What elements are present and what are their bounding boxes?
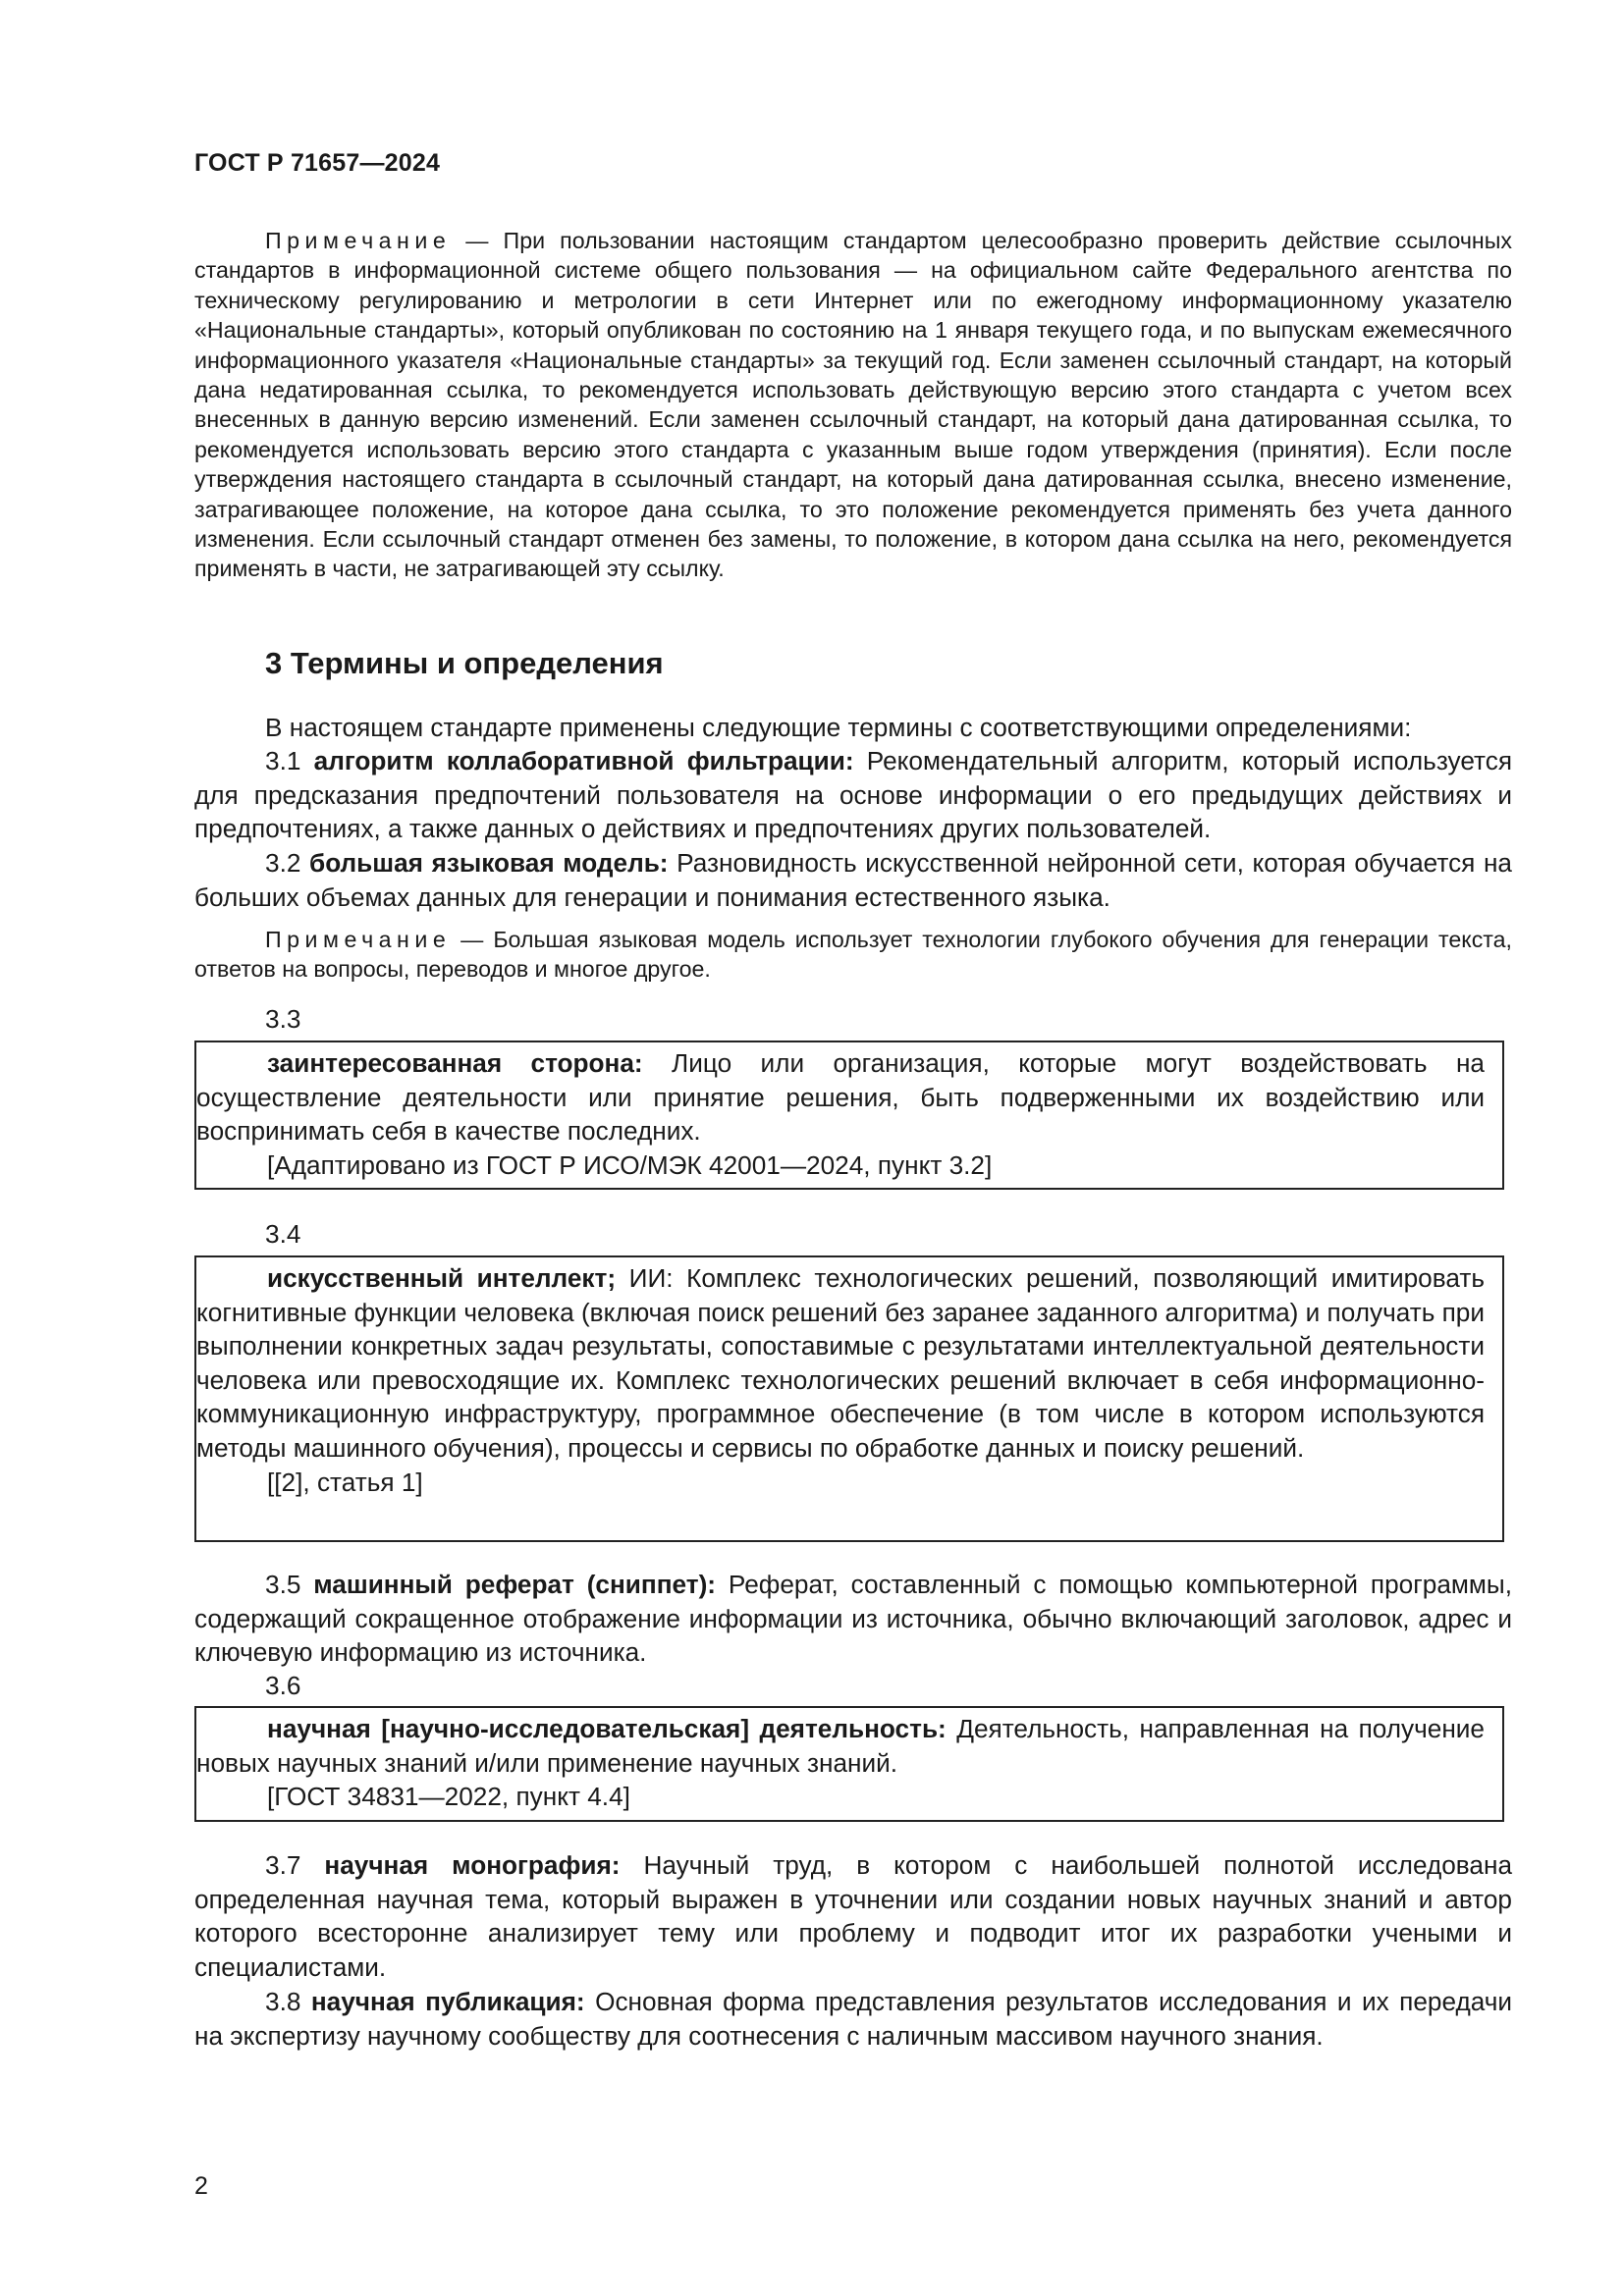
term-number: 3.1 — [265, 746, 314, 775]
term-number-3-6: 3.6 — [265, 1671, 301, 1700]
term-name: большая языковая модель: — [309, 848, 669, 878]
term-number-3-3: 3.3 — [265, 1004, 301, 1034]
term-name: научная публикация: — [310, 1987, 585, 2016]
term-3-1 — [194, 744, 1512, 846]
term-definition: Разновидность искусственной нейронной сети, которая обучается на больших объемах данных для генерации и понимания естественного языка. — [194, 848, 1512, 912]
term-name: алгоритм коллаборативной фильтрации: — [313, 746, 854, 775]
term-number: 3.8 — [265, 1987, 311, 2016]
document-header: ГОСТ Р 71657—2024 — [194, 149, 441, 177]
term-name: машинный реферат (сниппет): — [313, 1570, 717, 1599]
term-name: научная [научно-исследовательская] деятельность: — [267, 1714, 947, 1743]
note-label: Примечание — [265, 228, 452, 253]
term-definition: ИИ: Комплекс технологических решений, позволяющий имитировать когнитивные функции человека (включая поиск решений без заранее заданного алгоритма) и получать при выполнении конкретных задач результаты, сопоставимые с результатами интеллектуальной деятельности человека или превосходящие их. Комплекс технологических решений включает в себя информационно-коммуникационную инфраструктуру, программное обеспечение (в том числе в котором используются методы машинного обучения), процессы и сервисы по обработке данных и поиску решений. — [196, 1263, 1485, 1463]
term-definition: Реферат, составленный с помощью компьютерной программы, содержащий сокращенное отображение информации из источника, обычно включающий заголовок, адрес и ключевую информацию из источника. — [194, 1570, 1512, 1668]
term-source: [Адаптировано из ГОСТ Р ИСО/МЭК 42001—2024, пункт 3.2] — [267, 1149, 993, 1180]
term-definition: Рекомендательный алгоритм, который используется для предсказания предпочтений пользователя на основе информации о его предыдущих действиях и предпочтениях, а также данных о действиях и предпочтениях других пользователей. — [194, 746, 1512, 844]
term-3-4 — [196, 1261, 1485, 1466]
term-definition: Основная форма представления результатов исследования и их передачи на экспертизу научному сообществу для соотнесения с наличным массивом научного знания. — [194, 1987, 1512, 2051]
term-3-2 — [194, 846, 1512, 914]
term-definition: Лицо или организация, которые могут воздействовать на осуществление деятельности или принятие решения, быть подверженными их воздействию или воспринимать себя в качестве последних. — [196, 1048, 1485, 1147]
note-text: — Большая языковая модель использует технологии глубокого обучения для генерации текста, ответов на вопросы, переводов и многое другое. — [194, 927, 1512, 983]
section-intro: В настоящем стандарте применены следующие термины с соответствующими определениями: — [265, 713, 1412, 742]
term-definition: Научный труд, в котором с наибольшей полнотой исследована определенная научная тема, который выражен в уточнении или создании новых научных знаний и автор которого всесторонне анализирует тему или проблему и подводит итог их разработки учеными и специалистами. — [194, 1850, 1513, 1982]
term-number-3-4: 3.4 — [265, 1219, 301, 1249]
term-box-3-4 — [194, 1255, 1504, 1542]
term-box-3-3 — [194, 1041, 1504, 1190]
term-definition: Деятельность, направленная на получение новых научных знаний и/или применение научных знаний. — [196, 1714, 1485, 1778]
page-number: 2 — [194, 2172, 208, 2200]
term-name: научная монография: — [324, 1850, 621, 1880]
term-number: 3.5 — [265, 1570, 314, 1599]
term-box-3-6 — [194, 1706, 1504, 1822]
term-source: [ГОСТ 34831—2022, пункт 4.4] — [267, 1782, 630, 1812]
term-3-2-note — [194, 925, 1512, 985]
term-name: искусственный интеллект; — [267, 1263, 617, 1293]
section-title: 3 Термины и определения — [265, 646, 664, 680]
term-3-3 — [196, 1046, 1485, 1148]
term-name: заинтересованная сторона: — [267, 1048, 643, 1078]
term-source: [[2], статья 1] — [267, 1467, 423, 1497]
term-3-7 — [194, 1848, 1512, 1984]
note-text: — При пользовании настоящим стандартом целесообразно проверить действие ссылочных стандартов в информационной системе общего пользования — на официальном сайте Федерального агентства по техническому регулированию и метрологии в сети Интернет или по ежегодному информационному указателю «Национальные стандарты», который опубликован по состоянию на 1 января текущего года, и по выпускам ежемесячного информационного указателя «Национальные стандарты» за текущий год. Если заменен ссылочный стандарт, на который дана недатированная ссылка, то рекомендуется использовать действующую версию этого стандарта с учетом всех внесенных в данную версию изменений. Если заменен ссылочный стандарт, на который дана датированная ссылка, то рекомендуется использовать версию этого стандарта с указанным выше годом утверждения (принятия). Если после утверждения настоящего стандарта в ссылочный стандарт, на который дана датированная ссылка, внесено изменение, затрагивающее положение, на которое дана ссылка, то это положение рекомендуется применять без учета данного изменения. Если ссылочный стандарт отменен без замены, то положение, в котором дана ссылка на него, рекомендуется применять в части, не затрагивающей эту ссылку. — [194, 228, 1512, 582]
term-number: 3.2 — [265, 848, 310, 878]
term-3-5 — [194, 1568, 1512, 1670]
term-3-8 — [194, 1985, 1512, 2053]
note-paragraph — [194, 226, 1512, 584]
note-label: Примечание — [265, 927, 452, 952]
term-number: 3.7 — [265, 1850, 325, 1880]
term-3-6 — [196, 1712, 1485, 1780]
